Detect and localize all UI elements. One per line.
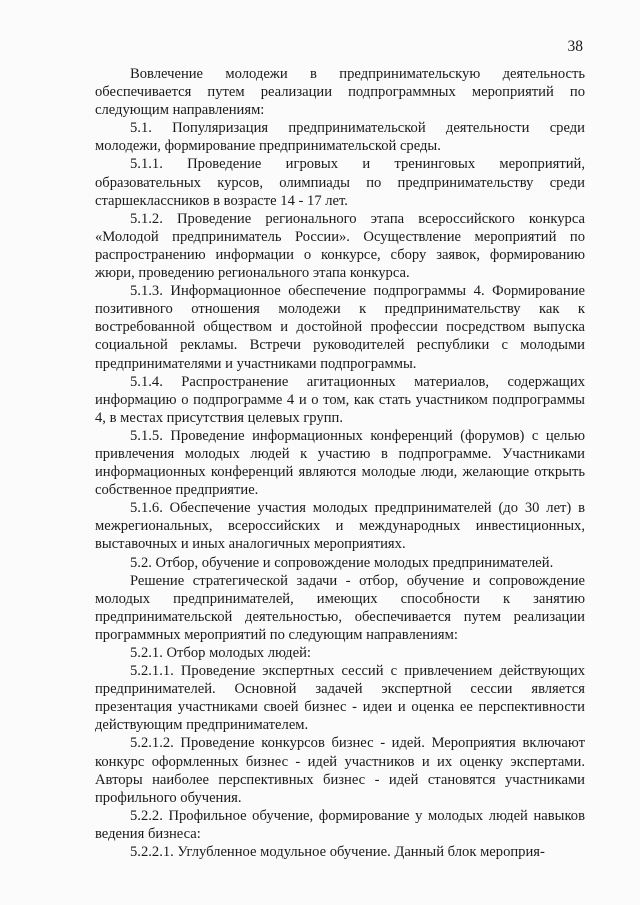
paragraph-5-1-4: 5.1.4. Распространение агитационных материалов, содержащих информацию о подпрограмме 4 и о том, как стать участником подпрограммы 4, в местах присутствия целевых групп.	[95, 373, 585, 426]
paragraph-5-1-1: 5.1.1. Проведение игровых и тренинговых мероприятий, образовательных курсов, олимпиады по предпринимательству среди старшеклассников в возрасте 14 - 17 лет.	[95, 156, 585, 209]
paragraph-5-1-5: 5.1.5. Проведение информационных конференций (форумов) с целью привлечения молодых людей к участию в подпрограмме. Участниками информационных конференций являются молодые люди, желающие открыть собственное предприятие.	[95, 427, 585, 499]
paragraph-5-2: 5.2. Отбор, обучение и сопровождение молодых предпринимателей.	[130, 554, 554, 571]
paragraph-5-2-intro: Решение стратегической задачи - отбор, обучение и сопровождение молодых предпринимателей, имеющих способности к занятию предпринимательской деятельностью, обеспечивается путем реализации программных мероприятий по следующим направлениям:	[95, 572, 585, 643]
paragraph-5-1-3: 5.1.3. Информационное обеспечение подпрограммы 4. Формирование позитивного отношения молодежи к предпринимательству как к востребованной обществом и достойной профессии посредством выпуска социальной рекламы. Встречи руководителей республики с молодыми предпринимателями и участниками подпрограммы.	[95, 283, 585, 372]
paragraph-5-2-1-1: 5.2.1.1. Проведение экспертных сессий с привлечением действующих предпринимателей. Основной задачей экспертной сессии является презентация участниками своей бизнес - идеи и оценка ее перспективности действующим предпринимателем.	[95, 663, 585, 734]
paragraph-5-1: 5.1. Популяризация предпринимательской деятельности среди молодежи, формирование предпринимательской среды.	[95, 120, 585, 155]
page-number: 38	[567, 38, 583, 55]
paragraph-5-1-6: 5.1.6. Обеспечение участия молодых предпринимателей (до 30 лет) в межрегиональных, всероссийских и международных инвестиционных, выставочных и иных аналогичных мероприятиях.	[95, 500, 585, 553]
paragraph-intro: Вовлечение молодежи в предпринимательскую деятельность обеспечивается путем реализации подпрограммных мероприятий по следующим направлениям:	[95, 66, 585, 119]
document-body	[95, 65, 585, 861]
paragraph-5-1-2: 5.1.2. Проведение регионального этапа всероссийского конкурса «Молодой предприниматель России». Осуществление мероприятий по распространению информации о конкурсе, сбору заявок, формированию жюри, проведению регионального этапа конкурса.	[95, 210, 585, 282]
paragraph-5-2-2-1: 5.2.2.1. Углубленное модульное обучение. Данный блок мероприя-	[130, 844, 545, 861]
paragraph-5-2-1: 5.2.1. Отбор молодых людей:	[130, 645, 311, 661]
paragraph-5-2-2: 5.2.2. Профильное обучение, формирование у молодых людей навыков ведения бизнеса:	[95, 807, 585, 842]
paragraph-5-2-1-2: 5.2.1.2. Проведение конкурсов бизнес - идей. Мероприятия включают конкурс оформленных бизнес - идей участников и их оценку экспертами. Авторы наиболее перспективных бизнес - идей становятся участниками профильного обучения.	[95, 735, 585, 806]
